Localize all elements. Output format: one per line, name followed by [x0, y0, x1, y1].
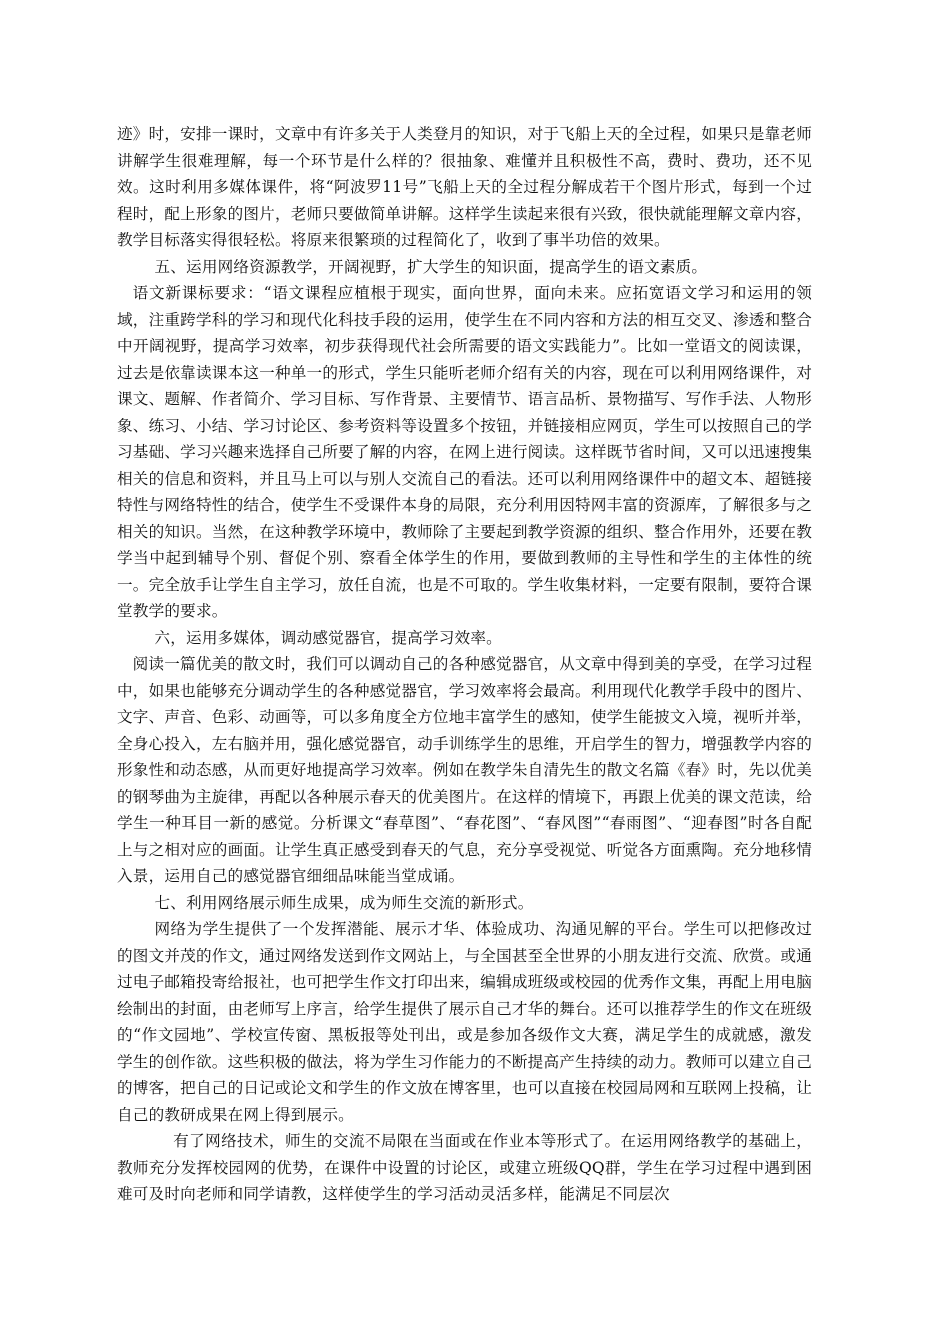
document-page — [117, 121, 812, 1208]
paragraph-section-7b: 有了网络技术，师生的交流不局限在当面或在作业本等形式了。在运用网络教学的基础上，教师充分发挥校园网的优势，在课件中设置的讨论区，或建立班级QQ群，学生在学习过程中遇到困难可及时向老师和同学请教，这样使学生的学习活动灵活多样，能满足不同层次 — [117, 1132, 812, 1203]
section-heading-5: 五、运用网络资源教学，开阔视野，扩大学生的知识面，提高学生的语文素质。 — [154, 257, 708, 276]
paragraph-section-7a: 网络为学生提供了一个发挥潜能、展示才华、体验成功、沟通见解的平台。学生可以把修改过的图文并茂的作文，通过网络发送到作文网站上，与全国甚至全世界的小朋友进行交流、欣赏。或通过电子邮箱投寄给报社，也可把学生作文打印出来，编辑成班级或校园的优秀作文集，再配上用电脑绘制出的封面，由老师写上序言，给学生提供了展示自己才华的舞台。还可以推荐学生的作文在班级的“作文园地”、学校宣传窗、黑板报等处刊出，或是参加各级作文大赛，满足学生的成就感，激发学生的创作欲。这些积极的做法，将为学生习作能力的不断提高产生持续的动力。教师可以建立自己的博客，把自己的日记或论文和学生的作文放在博客里，也可以直接在校园局网和互联网上投稿，让自己的教研成果在网上得到展示。 — [117, 920, 812, 1124]
section-heading-6: 六，运用多媒体，调动感觉器官，提高学习效率。 — [154, 628, 502, 647]
paragraph-continued-intro: 迹》时，安排一课时，文章中有许多关于人类登月的知识，对于飞船上天的全过程，如果只是靠老师讲解学生很难理解，每一个环节是什么样的？很抽象、难懂并且积极性不高，费时、费功，还不见效。这时利用多媒体课件，将“阿波罗11号”飞船上天的全过程分解成若干个图片形式，每到一个过程时，配上形象的图片，老师只要做简单讲解。这样学生读起来很有兴致，很快就能理解文章内容，教学目标落实得很轻松。将原来很繁琐的过程简化了，收到了事半功倍的效果。 — [117, 125, 812, 249]
section-heading-7: 七、利用网络展示师生成果，成为师生交流的新形式。 — [154, 893, 534, 912]
paragraph-section-6: 阅读一篇优美的散文时，我们可以调动自己的各种感觉器官，从文章中得到美的享受，在学习过程中，如果也能够充分调动学生的各种感觉器官，学习效率将会最高。利用现代化教学手段中的图片、文字、声音、色彩、动画等，可以多角度全方位地丰富学生的感知，使学生能披文入境，视听并举，全身心投入，左右脑并用，强化感觉器官，动手训练学生的思维，开启学生的智力，增强教学内容的形象性和动态感，从而更好地提高学习效率。例如在教学朱自清先生的散文名篇《春》时，先以优美的钢琴曲为主旋律，再配以各种展示春天的优美图片。在这样的情境下，再跟上优美的课文范读，给学生一种耳目一新的感觉。分析课文“春草图”、“春花图”、“春风图”“春雨图”、“迎春图”时各自配上与之相对应的画面。让学生真正感受到春天的气息，充分享受视觉、听觉各方面熏陶。充分地移情入景，运用自己的感觉器官细细品味能当堂成诵。 — [117, 655, 812, 885]
paragraph-section-5: 语文新课标要求：“语文课程应植根于现实，面向世界，面向未来。应拓宽语文学习和运用的领域，注重跨学科的学习和现代化科技手段的运用，使学生在不同内容和方法的相互交叉、渗透和整合中开阔视野，提高学习效率，初步获得现代社会所需要的语文实践能力”。比如一堂语文的阅读课，过去是依靠读课本这一种单一的形式，学生只能听老师介绍有关的内容，现在可以利用网络课件，对课文、题解、作者简介、学习目标、写作背景、主要情节、语言品析、景物描写、写作手法、人物形象、练习、小结、学习讨论区、参考资料等设置多个按钮，并链接相应网页，学生可以按照自己的学习基础、学习兴趣来选择自己所要了解的内容，在网上进行阅读。这样既节省时间，又可以迅速搜集相关的信息和资料，并且马上可以与别人交流自己的看法。还可以利用网络课件中的超文本、超链接特性与网络特性的结合，使学生不受课件本身的局限，充分利用因特网丰富的资源库，了解很多与之相关的知识。当然，在这种教学环境中，教师除了主要起到教学资源的组织、整合作用外，还要在教学当中起到辅导个别、督促个别、察看全体学生的作用，要做到教师的主导性和学生的主体性的统一。完全放手让学生自主学习，放任自流，也是不可取的。学生收集材料，一定要有限制，要符合课堂教学的要求。 — [117, 284, 812, 620]
